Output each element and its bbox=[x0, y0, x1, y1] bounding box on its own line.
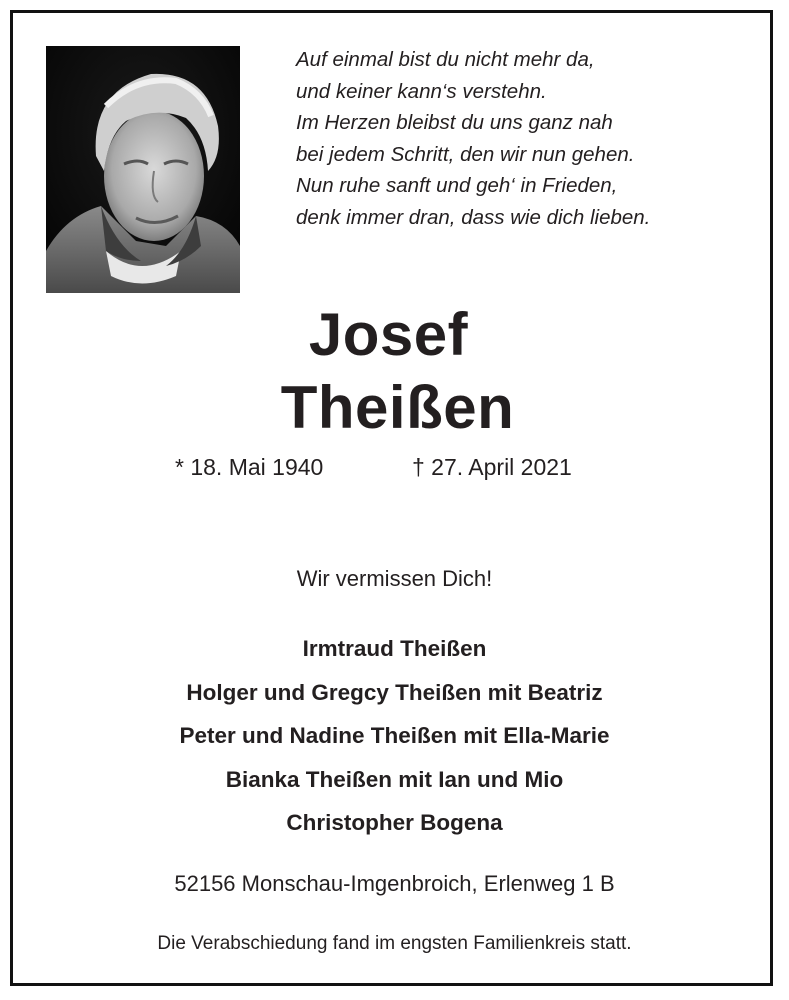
poem-line: bei jedem Schritt, den wir nun gehen. bbox=[296, 142, 635, 166]
mourner-name: Christopher Bogena bbox=[286, 810, 503, 835]
memorial-poem bbox=[296, 44, 746, 234]
portrait-photo-icon bbox=[46, 46, 240, 293]
family-address: 52156 Monschau-Imgenbroich, Erlenweg 1 B bbox=[174, 871, 615, 896]
poem-line: und keiner kann‘s verstehn. bbox=[296, 79, 547, 103]
mourner-name: Bianka Theißen mit Ian und Mio bbox=[225, 766, 564, 792]
mourner-name: Irmtraud Theißen bbox=[302, 636, 487, 661]
poem-line: denk immer dran, dass wie dich lieben. bbox=[296, 205, 651, 229]
farewell-message: Wir vermissen Dich! bbox=[296, 566, 493, 591]
poem-line: Auf einmal bist du nicht mehr da, bbox=[296, 48, 595, 71]
birth-date: * 18. Mai 1940 bbox=[175, 454, 324, 480]
mourners-list bbox=[0, 627, 789, 845]
portrait-photo bbox=[46, 46, 240, 293]
deceased-first-name: Josef bbox=[308, 301, 469, 368]
poem-line: Im Herzen bleibst du uns ganz nah bbox=[296, 111, 613, 135]
poem-line: Nun ruhe sanft und geh‘ in Frieden, bbox=[296, 174, 618, 198]
mourner-name: Holger und Gregcy Theißen mit Beatriz bbox=[186, 679, 603, 705]
mourner-name: Peter und Nadine Theißen mit Ella-Marie bbox=[179, 723, 610, 748]
death-date: † 27. April 2021 bbox=[412, 454, 572, 480]
deceased-last-name: Theißen bbox=[280, 374, 515, 441]
funeral-note: Die Verabschiedung fand im engsten Familienkreis statt. bbox=[157, 933, 632, 954]
